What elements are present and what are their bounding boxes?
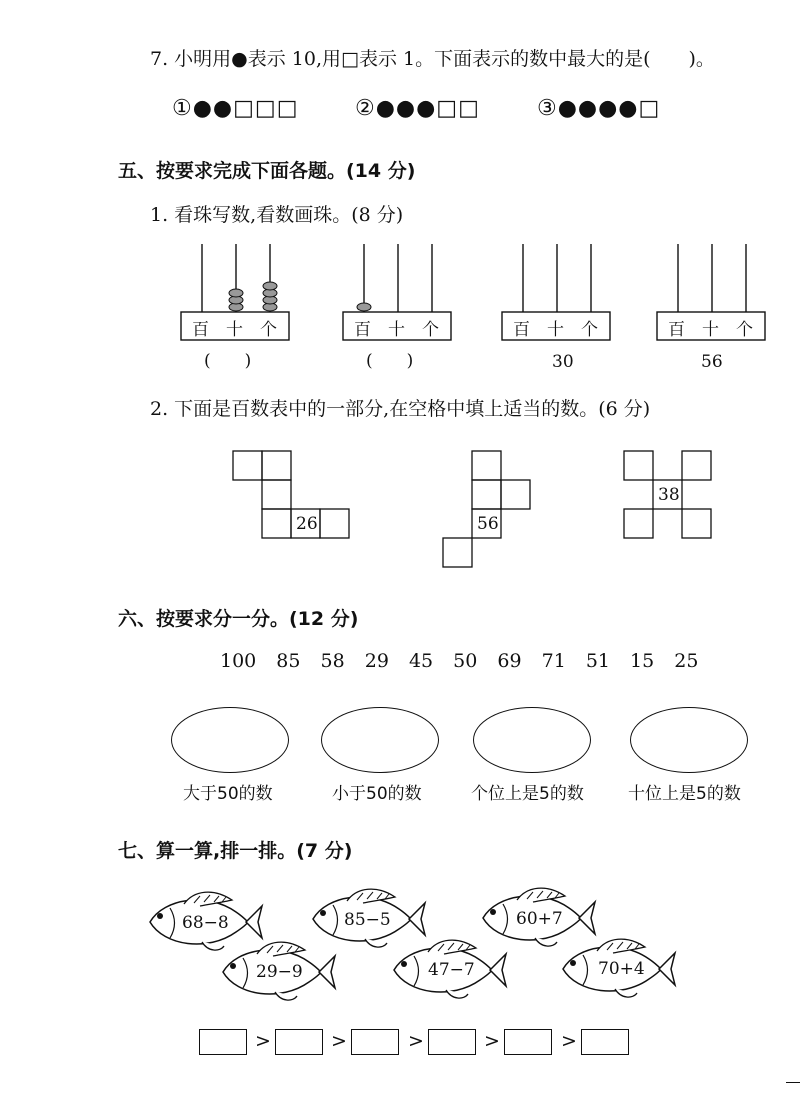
section-5-q2: 2. 下面是百数表中的一部分,在空格中填上适当的数。(6 分) — [150, 398, 651, 420]
option-2: ②●●●□□ — [355, 96, 480, 121]
order-box-3[interactable] — [351, 1029, 399, 1055]
fish-expression-3: 60+7 — [516, 909, 563, 929]
abacus-3-label-ones: 个 — [581, 320, 598, 340]
abacus-2-label-tens: 十 — [388, 320, 405, 340]
abacus-3-answer: 30 — [552, 352, 574, 372]
abacus-2-label-hundreds: 百 — [354, 320, 371, 340]
ellipse-label-2: 小于50的数 — [332, 784, 422, 804]
abacus-2-label-ones: 个 — [422, 320, 439, 340]
ellipse-label-1: 大于50的数 — [183, 784, 273, 804]
fish-expression-4: 29−9 — [256, 962, 303, 982]
section-6-title: 六、按要求分一分。(12 分) — [118, 608, 359, 630]
abacus-4-label-tens: 十 — [702, 320, 719, 340]
order-box-2[interactable] — [275, 1029, 323, 1055]
number-list: 100 85 58 29 45 50 69 71 51 15 25 — [220, 650, 699, 672]
order-box-1[interactable] — [199, 1029, 247, 1055]
ellipse-label-3: 个位上是5的数 — [471, 784, 584, 804]
order-box-6[interactable] — [581, 1029, 629, 1055]
abacus-2-answer[interactable]: ( ) — [366, 351, 414, 371]
fish-expression-6: 70+4 — [598, 959, 645, 979]
greater-than-1: > — [255, 1030, 271, 1052]
ellipse-label-4: 十位上是5的数 — [628, 784, 741, 804]
abacus-4-answer: 56 — [701, 352, 723, 372]
greater-than-4: > — [484, 1030, 500, 1052]
fish-expression-1: 68−8 — [182, 913, 229, 933]
grid-number-56: 56 — [477, 514, 499, 534]
fish-expression-2: 85−5 — [344, 910, 391, 930]
abacus-1-label-tens: 十 — [226, 320, 243, 340]
option-1: ①●●□□□ — [172, 96, 299, 121]
section-7-title: 七、算一算,排一排。(7 分) — [118, 840, 353, 862]
abacus-1-label-hundreds: 百 — [192, 320, 209, 340]
section-5-q1: 1. 看珠写数,看数画珠。(8 分) — [150, 204, 404, 226]
abacus-4-label-hundreds: 百 — [668, 320, 685, 340]
grid-number-26: 26 — [296, 514, 318, 534]
order-box-4[interactable] — [428, 1029, 476, 1055]
page-edge-mark — [786, 1082, 800, 1083]
fish-expression-5: 47−7 — [428, 960, 475, 980]
grid-number-38: 38 — [658, 485, 680, 505]
abacus-3-label-hundreds: 百 — [513, 320, 530, 340]
greater-than-2: > — [331, 1030, 347, 1052]
abacus-1-label-ones: 个 — [260, 320, 277, 340]
abacus-3-label-tens: 十 — [547, 320, 564, 340]
question-7: 7. 小明用●表示 10,用□表示 1。下面表示的数中最大的是( )。 — [150, 48, 715, 70]
abacus-4-label-ones: 个 — [736, 320, 753, 340]
greater-than-5: > — [561, 1030, 577, 1052]
section-5-title: 五、按要求完成下面各题。(14 分) — [118, 160, 416, 182]
greater-than-3: > — [408, 1030, 424, 1052]
order-box-5[interactable] — [504, 1029, 552, 1055]
option-3: ③●●●●□ — [537, 96, 661, 121]
abacus-1-answer[interactable]: ( ) — [204, 351, 252, 371]
